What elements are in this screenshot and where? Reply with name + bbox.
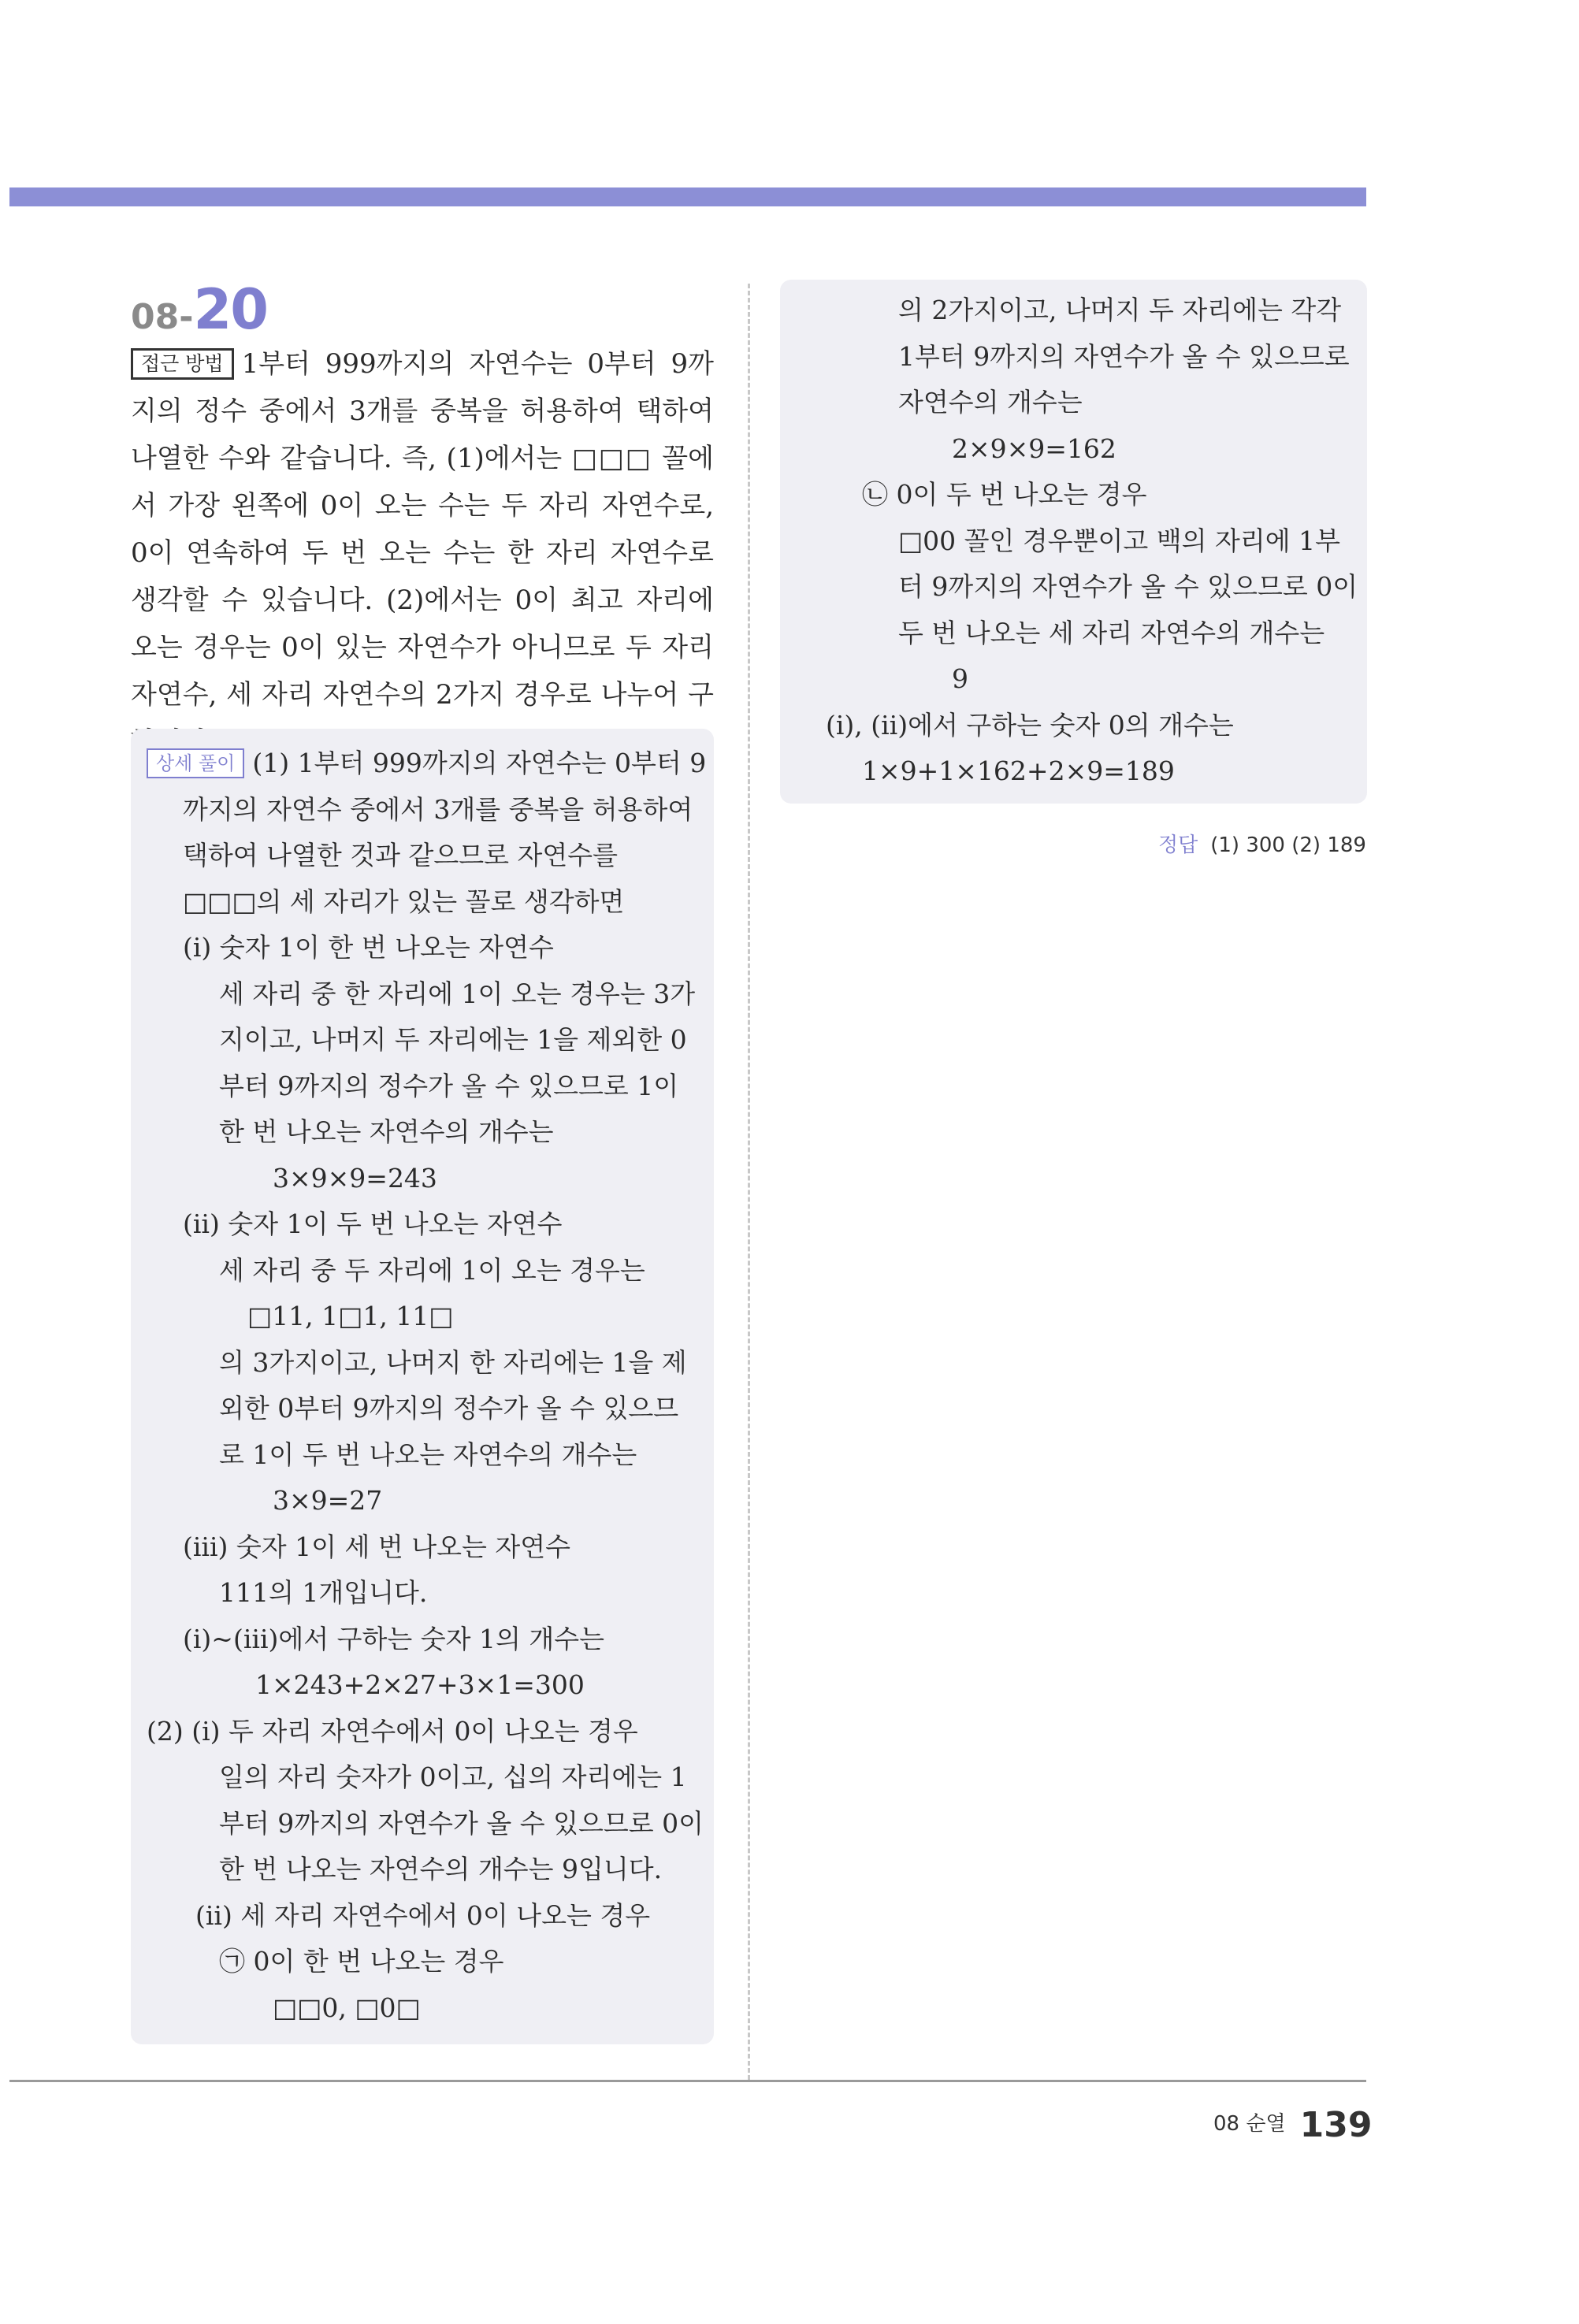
continuation-section	[826, 288, 1362, 795]
approach-section	[131, 340, 714, 766]
solution-tag: 상세 풀이	[147, 748, 244, 778]
problem-number	[131, 277, 267, 342]
equation: □11, 1□1, 11□	[247, 1301, 454, 1331]
solution-line: ㉡ 0이 두 번 나오는 경우	[862, 479, 1147, 510]
solution-line: □□□의 세 자리가 있는 꼴로 생각하면	[183, 885, 625, 917]
solution-line: 상세 풀이 (1) 1부터 999까지의 자연수는 0부터 9	[147, 741, 706, 787]
solution-line: 로 1이 두 번 나오는 자연수의 개수는	[219, 1439, 637, 1470]
equation: 3×9=27	[273, 1485, 383, 1516]
solution-line: 한 번 나오는 자연수의 개수는	[219, 1116, 554, 1147]
solution-line: 1부터 9까지의 자연수가 올 수 있으므로	[898, 340, 1350, 372]
equation: 2×9×9=162	[952, 433, 1116, 464]
solution-line: 택하여 나열한 것과 같으므로 자연수를	[183, 840, 619, 871]
solution-line: (ⅰ)~(ⅲ)에서 구하는 숫자 1의 개수는	[183, 1623, 604, 1654]
equation: 9	[952, 663, 968, 694]
solution-line: 지이고, 나머지 두 자리에는 1을 제외한 0	[219, 1024, 687, 1055]
solution-line: 외한 0부터 9까지의 정수가 올 수 있으므	[219, 1393, 679, 1424]
solution-line: 두 번 나오는 세 자리 자연수의 개수는	[898, 617, 1325, 648]
problem-prefix: 08-	[131, 297, 194, 337]
solution-line: 부터 9까지의 자연수가 올 수 있으므로 0이	[219, 1807, 704, 1839]
page-number: 139	[1299, 2105, 1373, 2145]
solution-line: (2) (ⅰ) 두 자리 자연수에서 0이 나오는 경우	[147, 1715, 638, 1747]
approach-tag: 접근 방법	[131, 348, 234, 380]
solution-line: (ⅰ) 숫자 1이 한 번 나오는 자연수	[183, 932, 554, 963]
equation: 3×9×9=243	[273, 1162, 437, 1194]
solution-line: (ⅰ), (ⅱ)에서 구하는 숫자 0의 개수는	[826, 709, 1234, 741]
equation: 1×243+2×27+3×1=300	[255, 1669, 585, 1700]
problem-number-value: 20	[193, 277, 267, 342]
solution-line: ㉠ 0이 한 번 나오는 경우	[219, 1946, 504, 1977]
solution-line: 한 번 나오는 자연수의 개수는 9입니다.	[219, 1854, 663, 1884]
solution-line: 자연수의 개수는	[898, 387, 1083, 418]
solution-line: 111의 1개입니다.	[219, 1577, 428, 1608]
footer-rule	[9, 2080, 1366, 2082]
header-bar	[9, 187, 1366, 206]
solution-line: 터 9까지의 자연수가 올 수 있으므로 0이	[898, 571, 1358, 602]
chapter-label: 08 순열	[1213, 2112, 1286, 2136]
solution-line: 의 3가지이고, 나머지 한 자리에는 1을 제	[219, 1346, 687, 1378]
solution-line: (ⅱ) 세 자리 자연수에서 0이 나오는 경우	[195, 1899, 651, 1931]
answer-label: 정답	[1158, 833, 1198, 857]
solution-line: 의 2가지이고, 나머지 두 자리에는 각각	[898, 295, 1342, 325]
equation: 1×9+1×162+2×9=189	[862, 755, 1175, 786]
solution-line: 일의 자리 숫자가 0이고, 십의 자리에는 1	[219, 1762, 687, 1792]
equation: □□0, □0□	[273, 1992, 421, 2023]
solution-line: 세 자리 중 한 자리에 1이 오는 경우는 3가	[219, 978, 696, 1009]
answer-value: (1) 300 (2) 189	[1210, 833, 1366, 857]
solution-line: (ⅲ) 숫자 1이 세 번 나오는 자연수	[183, 1531, 571, 1562]
solution-line: □00 꼴인 경우뿐이고 백의 자리에 1부	[898, 525, 1341, 556]
solution-line: 까지의 자연수 중에서 3개를 중복을 허용하여	[183, 793, 693, 825]
column-divider	[748, 284, 750, 2080]
answer	[1158, 829, 1366, 858]
solution-line: (ⅱ) 숫자 1이 두 번 나오는 자연수	[183, 1208, 563, 1239]
approach-text: 1부터 999까지의 자연수는 0부터 9까지의 정수 중에서 3개를 중복을 허용하여 택하여 나열한 수와 같습니다. 즉, (1)에서는 □□□ 꼴에서 가장 왼쪽에 0이 오는 수는 두 자리 자연수로, 0이 연속하여 두 번 오는 수는 한 자리 자연수로 생각할 수 있습니다. (2)에서는 0이 최고 자리에 오는 경우는 0이 있는 자연수가 아니므로 두 자리 자연수, 세 자리 자연수의 2가지 경우로 나누어 구	[131, 348, 714, 711]
solution-section	[147, 741, 706, 2031]
solution-line: 부터 9까지의 정수가 올 수 있으므로 1이	[219, 1070, 679, 1101]
page-footer	[1213, 2105, 1372, 2145]
solution-line: 세 자리 중 두 자리에 1이 오는 경우는	[219, 1254, 645, 1286]
